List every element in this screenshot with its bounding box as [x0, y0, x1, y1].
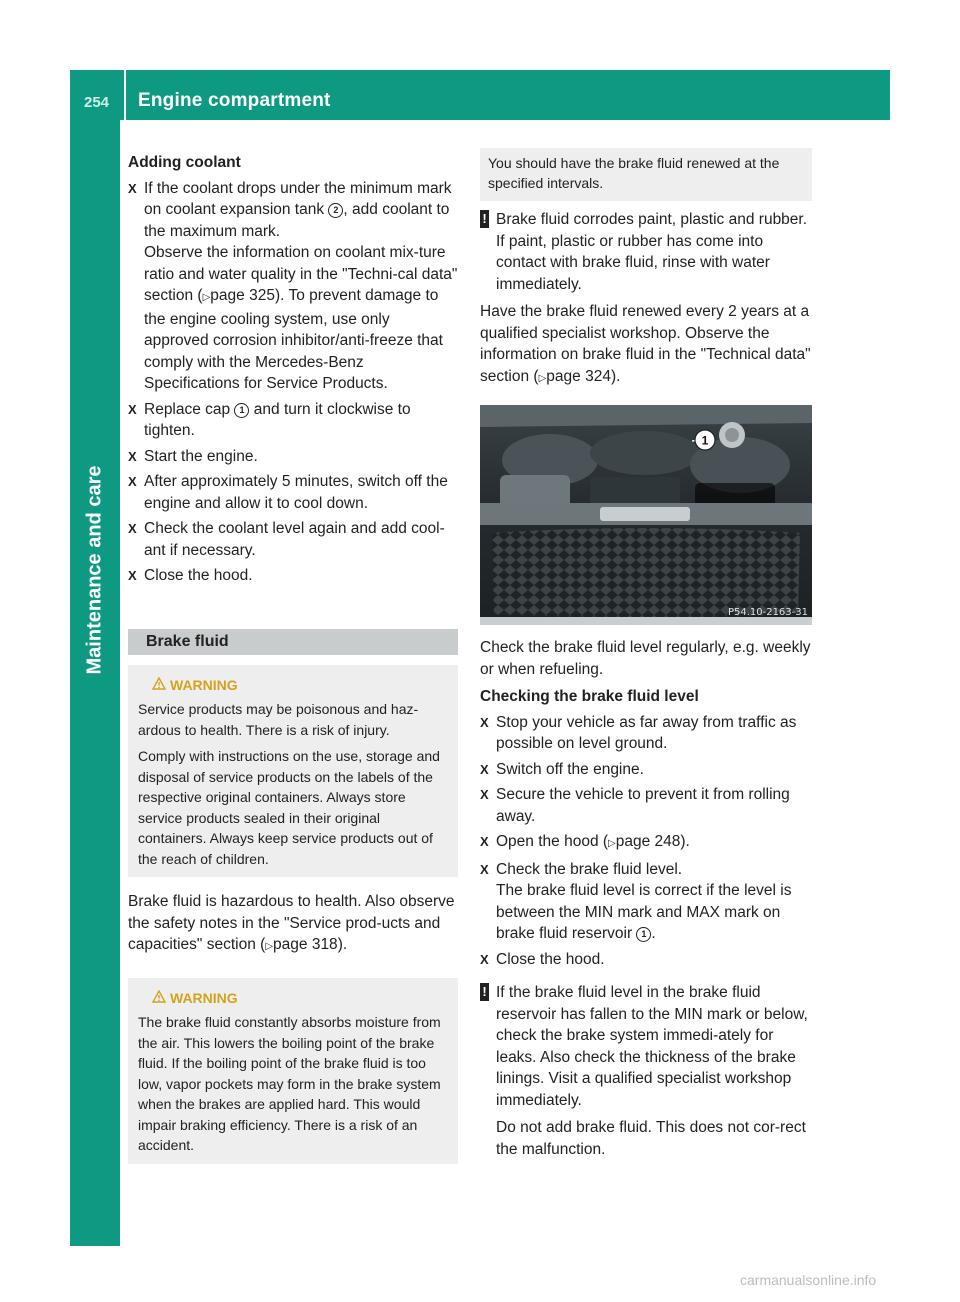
notice-icon: !: [480, 983, 489, 1001]
step-marker: X: [128, 474, 137, 489]
renew-paragraph: [480, 301, 812, 389]
notice-text: Brake fluid corrodes paint, plastic and rubber. If paint, plastic or rubber has come into contact with brake fluid, rinse with water immediately.: [496, 211, 808, 293]
figure-code: P54.10-2163-31: [727, 606, 808, 618]
page-ref-icon: ▷: [608, 838, 616, 849]
notice-text: If the brake fluid level in the brake fluid reservoir has fallen to the MIN mark or below, check the brake system immedi-ately for leaks. Also check the thickness of the brake linings. Visit a qualified specialist workshop immediately.: [496, 984, 808, 1109]
warning-text: Comply with instructions on the use, storage and disposal of service products on the labels of the respective original containers. Always store service products sealed in their original containers. Always keep service products out of the reach of children.: [138, 748, 440, 867]
warning-title: [152, 988, 448, 1009]
callout-number: 1: [234, 403, 249, 418]
step-text: The brake fluid level is correct if the level is between the MIN mark and MAX mark on brake fluid reservoir: [496, 882, 792, 942]
paragraph-text: Brake fluid is hazardous to health. Also observe the safety notes in the "Service prod-ucts and capacities" section (: [128, 893, 455, 953]
warning-label: WARNING: [170, 676, 238, 693]
notice-text: Do not add brake fluid. This does not cor-rect the malfunction.: [496, 1119, 806, 1158]
step-item: [480, 859, 812, 945]
step-marker: X: [128, 401, 137, 417]
callout-number: 1: [636, 927, 651, 942]
page-header: [70, 70, 890, 120]
step-text: Check the brake fluid level.: [496, 860, 683, 878]
step-item: [128, 178, 458, 395]
step-item: [128, 446, 458, 468]
step-text: Secure the vehicle to prevent it from rolling away.: [496, 786, 790, 825]
step-text: , add coolant to the maximum mark.: [144, 201, 450, 240]
step-text: ). To prevent damage to the engine cooling system, use only approved corrosion inhibitor/anti-freeze that comply with the Mercedes-Benz Specifications for Service Products.: [144, 287, 443, 392]
engine-photo: [480, 405, 812, 625]
step-marker: X: [480, 714, 489, 730]
step-marker: X: [128, 180, 137, 196]
side-tab-label: Maintenance and care: [83, 465, 106, 675]
step-text: Close the hood.: [496, 950, 605, 968]
notice-icon: !: [480, 210, 489, 228]
section-marker-square: [70, 1196, 120, 1246]
checking-heading: Checking the brake fluid level: [480, 688, 699, 705]
warning-label: WARNING: [170, 989, 238, 1006]
step-text: After approximately 5 minutes, switch off the engine and allow it to cool down.: [144, 473, 448, 512]
side-tab-label-wrap: [80, 440, 110, 700]
right-column: [480, 152, 812, 1166]
note-box: You should have the brake fluid renewed at the specified intervals.: [480, 148, 812, 201]
step-marker: X: [128, 448, 137, 464]
adding-coolant-heading: Adding coolant: [128, 154, 241, 171]
step-text: Observe the information on coolant mix-ture ratio and water quality in the "Techni-cal data" section (: [144, 244, 458, 304]
step-text: Replace cap: [144, 400, 235, 418]
check-regularly-text: Check the brake fluid level regularly, e.g. weekly or when refueling.: [480, 639, 811, 678]
page-ref-icon: ▷: [202, 292, 211, 303]
left-column: [128, 152, 458, 1178]
step-marker: X: [480, 761, 489, 777]
notice-item: [480, 982, 812, 1160]
step-text: .: [651, 925, 656, 942]
step-text: and turn it clockwise to tighten.: [144, 400, 411, 439]
paragraph-text: ).: [337, 936, 348, 953]
step-marker: X: [480, 834, 489, 849]
paragraph-text: ).: [610, 367, 621, 385]
step-text: Check the coolant level again and add cool-ant if necessary.: [144, 520, 445, 559]
figure-callout-1: 1: [701, 433, 709, 448]
step-marker: X: [480, 861, 489, 877]
watermark: carmanualsonline.info: [740, 1272, 877, 1288]
warning-title: [152, 675, 448, 696]
page-ref-link[interactable]: page 318: [273, 936, 338, 953]
warning-box: [128, 978, 458, 1164]
warning-triangle-icon: [152, 990, 166, 1003]
step-text: Stop your vehicle as far away from traffic as possible on level ground.: [496, 713, 797, 752]
step-item: [480, 759, 812, 781]
step-text: If the coolant drops under the minimum mark on coolant expansion tank: [144, 179, 452, 218]
warning-text: The brake fluid constantly absorbs moisture from the air. This lowers the boiling point of the brake fluid. If the boiling point of the brake fluid is too low, vapor pockets may form in the brake system when the brakes are applied hard. This would impair braking efficiency. There is a risk of an accident.: [138, 1014, 441, 1153]
step-text: Open the hood (: [496, 833, 609, 850]
page-number: 254: [84, 94, 110, 111]
step-marker: X: [480, 787, 489, 802]
page-ref-icon: ▷: [265, 941, 274, 952]
step-text: Start the engine.: [144, 447, 258, 465]
brake-fluid-heading: Brake fluid: [128, 629, 458, 655]
page-ref-link[interactable]: page 325: [210, 287, 275, 304]
notice-item: [480, 209, 812, 295]
callout-number: 2: [328, 203, 343, 218]
step-text: ).: [680, 833, 690, 850]
chapter-title: Engine compartment: [138, 90, 331, 111]
step-marker: X: [480, 951, 489, 967]
page-ref-link[interactable]: page 248: [615, 833, 681, 850]
step-marker: X: [128, 568, 137, 583]
step-item: [128, 399, 458, 442]
warning-text: Service products may be poisonous and haz-ardous to health. There is a risk of injury.: [138, 701, 419, 738]
step-item: [128, 565, 458, 587]
step-marker: X: [128, 521, 137, 536]
engine-illustration: [480, 405, 812, 625]
step-item: [128, 518, 458, 561]
warning-triangle-icon: [152, 677, 166, 690]
step-item: [480, 831, 812, 855]
step-text: Switch off the engine.: [496, 760, 644, 778]
step-item: [480, 784, 812, 827]
hazard-paragraph: [128, 891, 458, 958]
page-ref-link[interactable]: page 324: [546, 367, 611, 385]
page-ref-icon: ▷: [538, 372, 547, 384]
paragraph-text: Have the brake fluid renewed every 2 years at a qualified specialist workshop. Observe the information on brake fluid in the "Technical data" section (: [480, 303, 811, 385]
step-text: Close the hood.: [144, 567, 253, 584]
step-item: [128, 471, 458, 514]
step-item: [480, 712, 812, 755]
step-item: [480, 949, 812, 971]
warning-box: [128, 665, 458, 878]
